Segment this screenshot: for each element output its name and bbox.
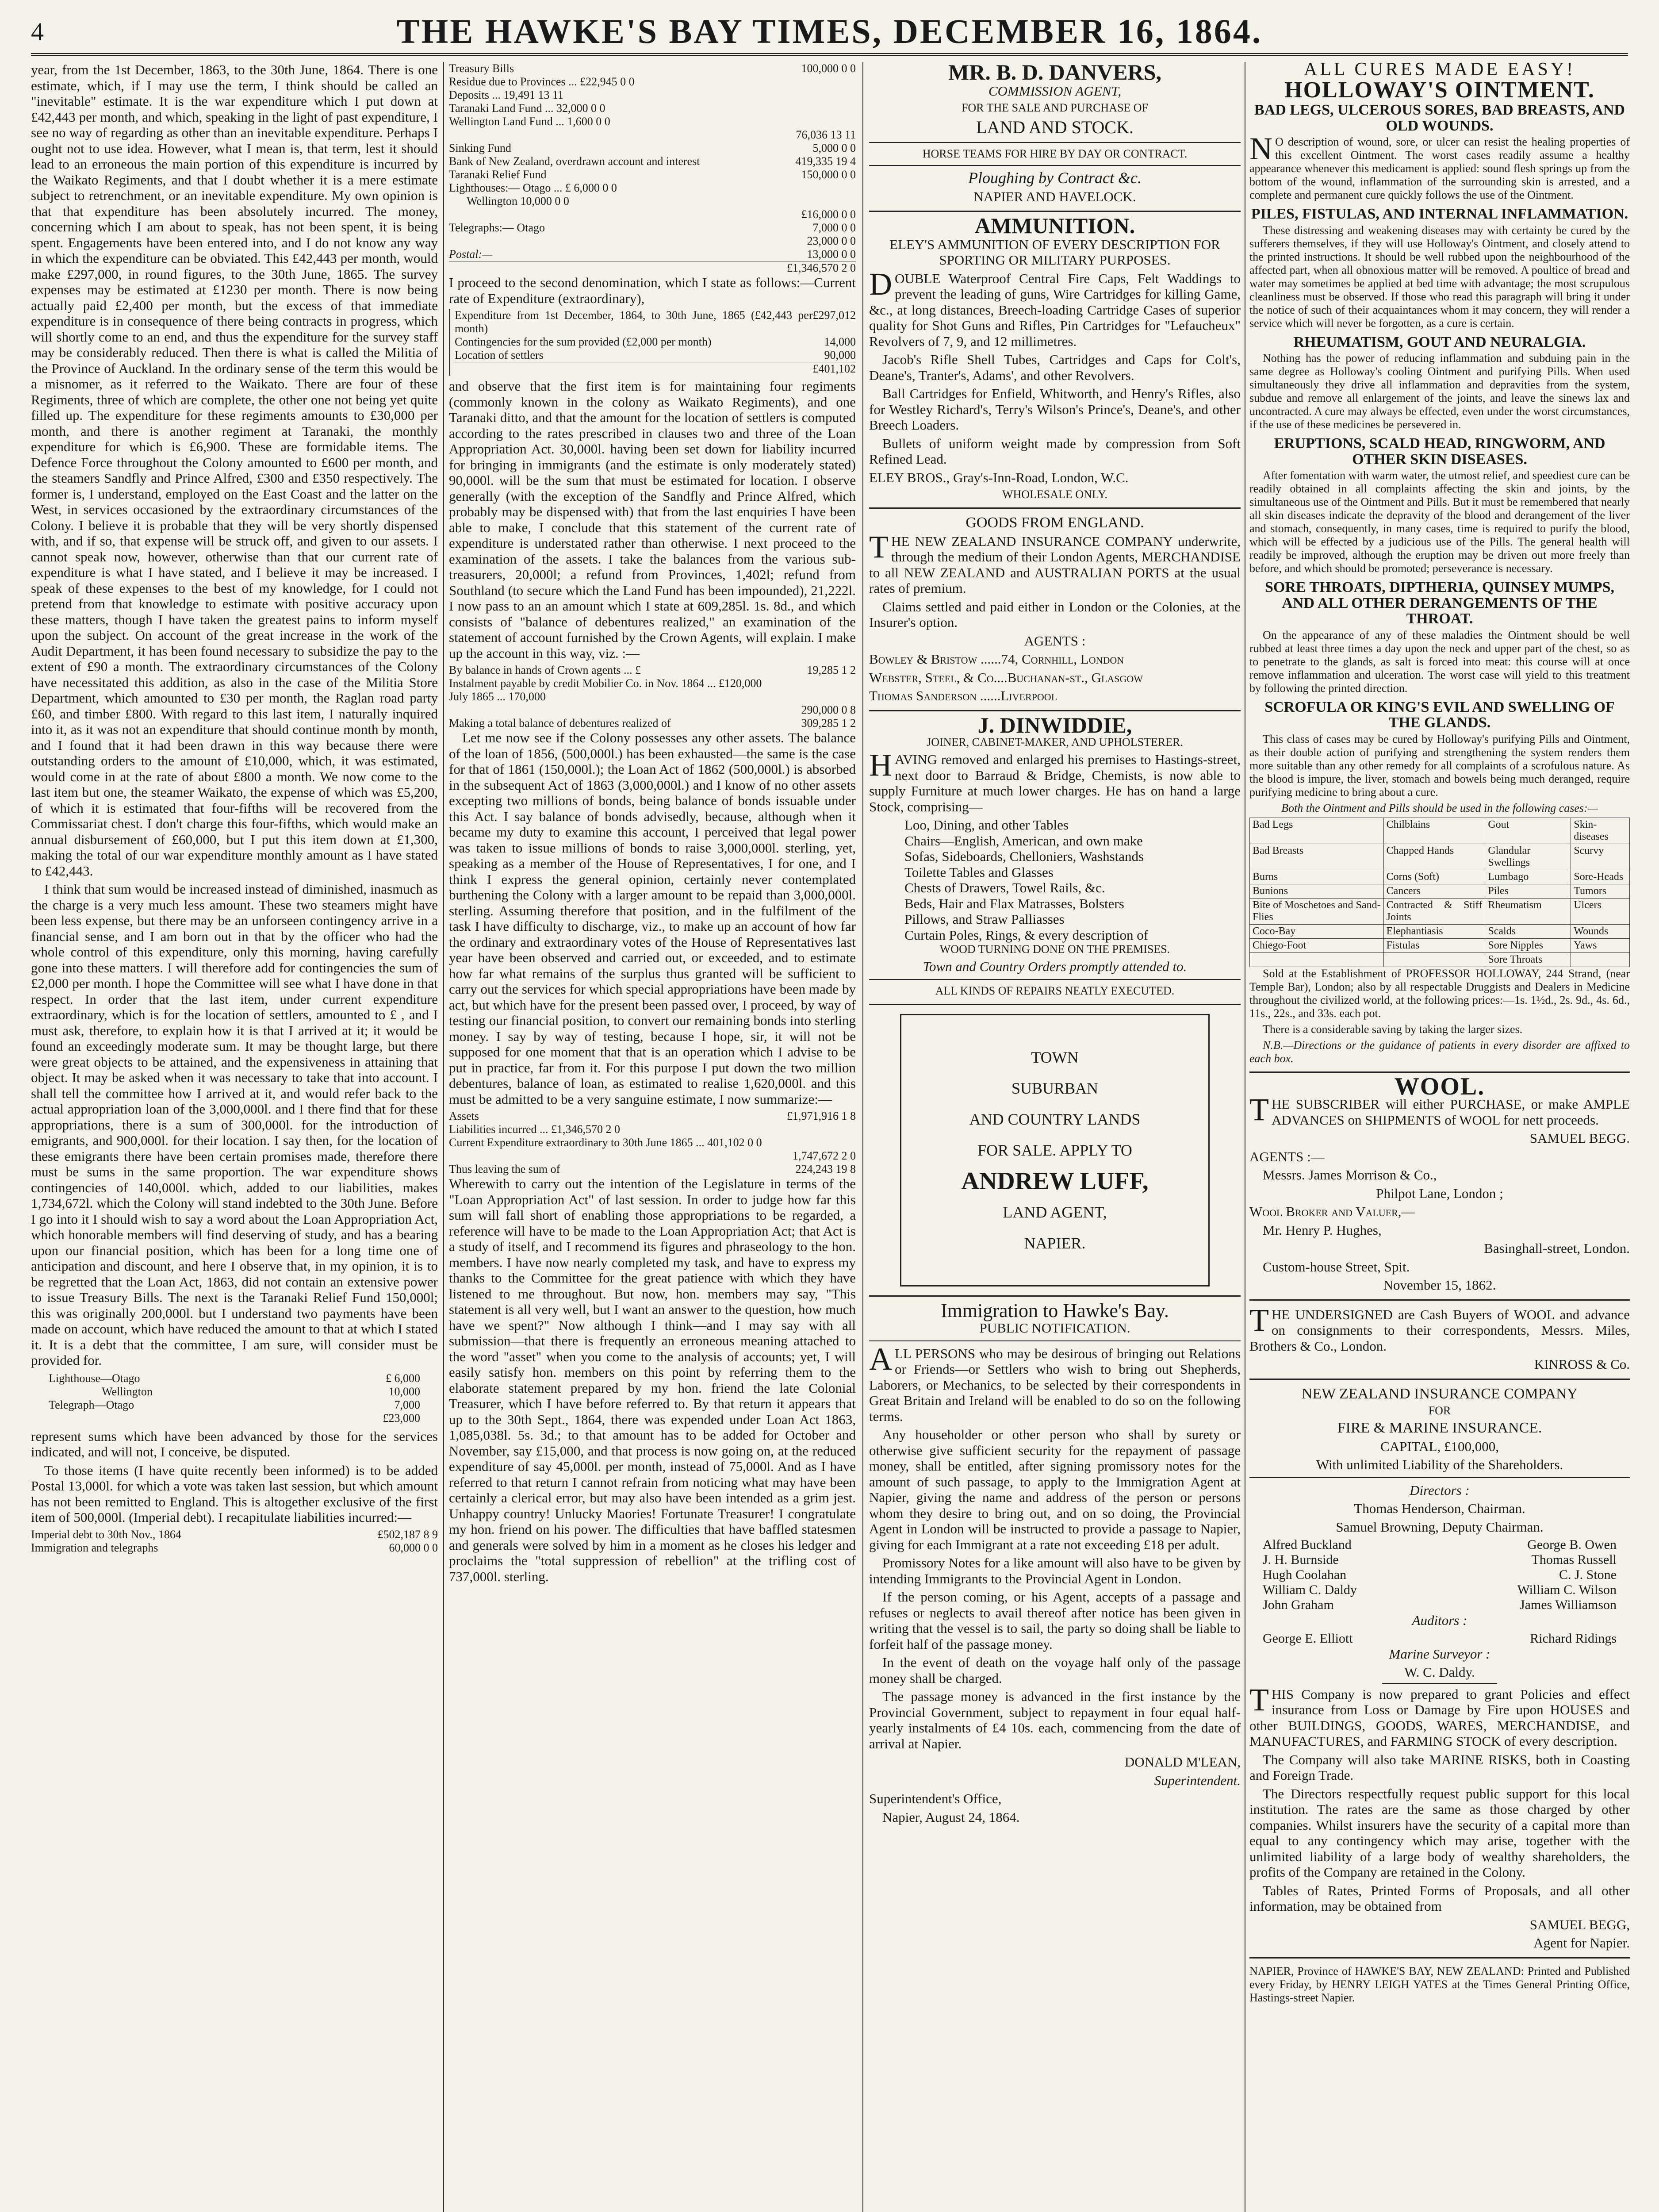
table-row: Location of settlers 90,000: [455, 349, 856, 361]
table-cell: [1383, 952, 1485, 967]
table-row: Residue due to Provinces ... £22,945 0 0: [449, 75, 635, 88]
advert-line: Auditors :: [1412, 1613, 1467, 1628]
advert-paragraph: HAVING removed and enlarged his premises to Hastings-street, next door to Barraud & Bridge, Chemists, is now able to supply Furniture at much lower charges. He has on hand a large Stock, comprising—: [869, 747, 1241, 814]
newspaper-title: THE HAWKE'S BAY TIMES, DECEMBER 16, 1864.: [396, 12, 1263, 50]
table-row: 290,000 0 8: [801, 703, 856, 716]
advert-subheading: PUBLIC NOTIFICATION.: [979, 1320, 1130, 1336]
list-item: Hugh Coolahan C. J. Stone: [1263, 1567, 1617, 1582]
table-row: 23,000 0 0: [807, 234, 856, 247]
table-row: [1250, 938, 1630, 952]
advert-line: Mr. Henry P. Hughes,: [1263, 1222, 1382, 1238]
table-row: [1250, 818, 1630, 844]
list-item: Sofas, Sideboards, Chelloniers, Washstands: [904, 849, 1144, 864]
ammunition-advert: [869, 213, 1241, 501]
advert-heading: GOODS FROM ENGLAND.: [966, 515, 1144, 531]
advert-line: W. C. Daldy.: [1404, 1664, 1475, 1680]
table-row: July 1865 ... 170,000: [449, 690, 546, 703]
advert-line: LAND AGENT,: [1003, 1203, 1107, 1221]
table-row: Telegraphs:— Otago 7,000 0 0: [449, 221, 856, 234]
advert-line: NAPIER.: [1024, 1234, 1086, 1252]
advert-paragraph: On the appearance of any of these maladies the Ointment should be well rubbed at least three times a day upon the neck and upper part of the chest, so as to penetrate to the glands, as salt is forced into meat: this course will at once remove inflammation and ulceration. The worst case will yield to this treatment by following the printed direction.: [1249, 628, 1630, 695]
advert-line: Marine Surveyor :: [1389, 1646, 1490, 1662]
advert-heading: Immigration to Hawke's Bay.: [941, 1299, 1169, 1321]
table-cell: Corns (Soft): [1383, 870, 1485, 884]
advert-line: Superintendent's Office,: [869, 1791, 1002, 1806]
advert-heading: AMMUNITION.: [974, 213, 1135, 238]
table-row: [1250, 898, 1630, 924]
advert-subheading: PILES, FISTULAS, AND INTERNAL INFLAMMATION.: [1251, 206, 1628, 222]
speech-paragraph: To those items (I have quite recently been informed) is to be added Postal 13,000l. for which a vote was taken last session, but which amount has not been remitted to England. This is altogether exclusive of the first item of 500,000l. (Imperial debt). I recapitulate liabilities incurred:—: [31, 1462, 438, 1525]
advert-line: AND COUNTRY LANDS: [969, 1110, 1141, 1128]
advert-line: Samuel Browning, Deputy Chairman.: [1336, 1519, 1544, 1535]
advert-line: Ploughing by Contract &c.: [968, 169, 1142, 187]
list-item: Chests of Drawers, Towel Rails, &c.: [904, 880, 1105, 895]
speech-paragraph: year, from the 1st December, 1863, to the 30th June, 1864. There is one estimate, which, if I may use the term, I think should be called an "inevitable" estimate. It is the war expenditure which I put down at £42,443 per month, and which, speaking in the light of past expenditure, I see no way of regarding as other than an inevitable expenditure. Perhaps I ought not to use idea. However, what I mean is, that term, lest it should lead to an erroneous the main portion of this expenditure is incurred by the Waikato Regiments, and that I doubt whether it is a mere estimate subject to retrenchment, or an inevitable expenditure. My own opinion is that that expenditure has been absolutely incurred. The money, concerning which I am about to speak, has not been spent, it is being spent. Engagements have been entered into, and I do not know any way in which the expenditure can be obviated. This £42,443 per month, would make £297,000, in round figures, to the 30th June, 1865. The survey expenses may be estimated at £1230 per month. There is now being actually paid £2,400 per month, but the excess of that immediate expenditure is in consequence of there being contracts in progress, which will shortly come to an end, and thus the expenditure for the survey staff may be considerably reduced. Then there is what is called the Militia of the Province of Auckland. In the ordinary sense of the term this would be a misnomer, as it referred to the Waikato. There are four of these Regiments, three of which are complete, the other one not being yet quite filled up. The expenditure for these regiments amounts to £30,000 per month, and there is another regiment at Taranaki, the monthly expenditure for which is £6,900. These are formidable items. The Defence Force throughout the Colony amounted to £600 per month, and the steamers Sandfly and Prince Alfred, £300 and £350 respectively. The former is, I understand, employed on the East Coast and the latter on the West, in services occasioned by the extraordinary circumstances of the Colony. I believe it is probable that they will be very shortly dispensed with, and if so, that expense will be struck off, and given to our assets. I cannot speak now, however, otherwise than that our current rate of expenditure is what I have stated, and I believe it may be increased. I speak of these expenses to the best of my knowledge, for I could not pretend from that knowledge to estimate with positive accuracy upon these matters, though I have taken the greatest pains to inform myself upon the subject. On account of the great increase in the work of the Audit Department, it has been found necessary to subsidize the pay to the extent of £90 a month. The extraordinary circumstances of the Colony have necessitated this addition, as also in the case of the Militia Store Department, which amounted to £30 per month, the Raglan road party £60, and timber £800. With regard to this last item, I naturally inquired into it, as it was not an expenditure that should continue month by month, and I found that it had been drawn in this way because there were outstanding orders to the amount of £10,000, which, it was estimated, would come in at the rate of about £800 a month. We now come to the last item but one, the steamer Waikato, the expense of which was £5,200, of which it is estimated that four-fifths will be recovered from the Commissariat chest. I don't charge this four-fifths, which would make an annual disbursement of £60,000, but I put this item down at £1,300, making the total of our war expenditure monthly amount as I have stated to £42,443.: [31, 62, 438, 879]
ailments-table: [1249, 818, 1630, 967]
table-row: Taranaki Relief Fund 150,000 0 0: [449, 168, 856, 181]
advert-subheading: SORE THROATS, DIPTHERIA, QUINSEY MUMPS, AND ALL OTHER DERANGEMENTS OF THE THROAT.: [1265, 579, 1614, 627]
advert-line: LAND AND STOCK.: [976, 117, 1134, 137]
advert-line: HORSE TEAMS FOR HIRE BY DAY OR CONTRACT.: [922, 147, 1188, 160]
speech-paragraph: Wherewith to carry out the intention of the Legislature in terms of the "Loan Appropriation Act" of last session. In order to judge how far this sum will fall short of enabling those appropriations to be regarded, a reference will have to be made to the Loan Appropriation Act; that Act is a study of itself, and I recommend its figures and phraseology to the hon. members. I have now nearly completed my task, and have to express my thanks to the Committee for the great patience with which they have listened to me throughout. But now, hon. members may say, "This statement is all very well, but I want an answer to the question, how much have we spent?" Now although I think—and I may say with all submission—that there is frequently an erroneous meaning attached to the word "asset" when you come to the analysis of accounts; yet, I will easily satisfy hon. members on this point by referring them to the elaborate statement prepared by my hon. friend the late Colonial Treasurer, which I have before referred to. By that return it appears that up to the 30th Sept., 1864, there was expended under Loan Act 1863, 1,085,038l. 5s. 3d.; to that amount has to be added for October and November, say £15,000, and that process is now going on, at the reduced expenditure of say 45,000l. per month, instead of 75,000l. And as I have referred to that return I cannot refrain from noticing what may have been certainly a clerical error, but may also have been intended as a grim jest. Unhappy country! Unlucky Maories! Fortunate Treasurer! I congratulate my hon. friend on his power. The difficulties that have baffled statesmen and generals were solved by him in a moment as he closes his ledger and proclaims the "total suppression of rebellion" at the trifling cost of 737,000l. sterling.: [449, 1176, 856, 1584]
table-row: £1,346,570 2 0: [449, 261, 856, 275]
table-row: Sinking Fund 5,000 0 0: [449, 142, 856, 154]
liabilities-table: [449, 62, 856, 275]
notice-paragraph: Promissory Notes for a like amount will also have to be given by intending Immigrants to the Provincial Agent in London.: [869, 1555, 1241, 1586]
table-row: Thus leaving the sum of 224,243 19 8: [449, 1163, 856, 1175]
table-row: Expenditure from 1st December, 1864, to 30th June, 1865 (£42,443 per month) £297,012: [455, 309, 856, 335]
notice-paragraph: In the event of death on the voyage half only of the passage money shall be charged.: [869, 1655, 1241, 1686]
signature: KINROSS & Co.: [1534, 1356, 1630, 1372]
holloway-brand: HOLLOWAY'S OINTMENT.: [1284, 77, 1595, 103]
advert-address: ELEY BROS., Gray's-Inn-Road, London, W.C.: [869, 469, 1129, 485]
list-item: Chairs—English, American, and own make: [904, 833, 1143, 849]
table-cell: Wounds: [1571, 924, 1630, 938]
advert-line: November 15, 1862.: [1383, 1277, 1496, 1293]
column-2-speech: [449, 62, 856, 2212]
wool-advert-begg: [1249, 1072, 1630, 1293]
wool-advert-kinross: [1249, 1302, 1630, 1372]
advert-subheading: ELEY'S AMMUNITION OF EVERY DESCRIPTION FOR SPORTING OR MILITARY PURPOSES.: [889, 236, 1220, 268]
table-cell: Burns: [1250, 870, 1384, 884]
directors-list: [1249, 1537, 1630, 1613]
advert-paragraph: Claims settled and paid either in London or the Colonies, at the Insurer's option.: [869, 599, 1241, 630]
table-row: Making a total balance of debentures realized of 309,285 1 2: [449, 717, 856, 730]
column-1-speech: [31, 62, 438, 2212]
expenditure-table: [449, 309, 856, 376]
table-cell: Bunions: [1250, 884, 1384, 898]
immigration-notice: [869, 1299, 1241, 1825]
table-cell: Skin-diseases: [1571, 818, 1630, 844]
advert-paragraph: Jacob's Rifle Shell Tubes, Cartridges and Caps for Colt's, Deane's, Tranter's, Adams', and other Revolvers.: [869, 352, 1241, 383]
advert-heading: MR. B. D. DANVERS,: [948, 62, 1161, 84]
advert-paragraph: Sold at the Establishment of PROFESSOR HOLLOWAY, 244 Strand, (near Temple Bar), London; also by all respectable Druggists and Dealers in Medicine throughout the civilized world, at the following prices:—1s. 1½d., 2s. 9d., 4s. 6d., 11s., 22s., and 33s. each pot.: [1249, 967, 1630, 1020]
table-row: Contingencies for the sum provided (£2,000 per month) 14,000: [455, 335, 856, 348]
table-row: Wellington 10,000: [102, 1385, 420, 1398]
page-number: 4: [31, 17, 44, 46]
table-row: [1250, 870, 1630, 884]
advert-paragraph: DOUBLE Waterproof Central Fire Caps, Felt Waddings to prevent the leading of guns, Wire Cartridges for killing Game, &c., at long distances, Breech-loading Cartridge Cases of superior quality for Shot Guns and Rifles, Pin Cartridges for "Lefaucheux" Revolvers of 7, 9, and 12 millimetres.: [869, 266, 1241, 349]
table-cell: Piles: [1485, 884, 1571, 898]
printer-imprint: NAPIER, Province of HAWKE'S BAY, NEW ZEALAND: Printed and Published every Friday, by HENRY LEIGH YATES at the Times General Printing Office, Hastings-street Napier.: [1249, 1964, 1630, 2004]
advert-line: Custom-house Street, Spit.: [1263, 1259, 1410, 1275]
danvers-advert: [869, 62, 1241, 204]
speech-paragraph: Let me now see if the Colony possesses any other assets. The balance of the loan of 1856, (500,000l.) has been exhausted—the same is the case for that of 1861 (150,000l.); the Loan Act of 1862 (500,000l.) is absorbed in the subsequent Act of 1863 (3,000,000l.) and I know of no other assets excepting two millions of bonds, being balance of bonds issuable under this Act. I say balance of bonds advisedly, because, although when it became my duty to examine this account, I perceived that legal power was taken to issue millions of bonds to raise 3,000,000l. sterling, yet, speaking as a member of the House of Representatives, I for one, and I think I express the general opinion, certainly never contemplated burthening the Colony with a larger amount to be repaid than 3,000,000l. sterling. Assuming therefore that position, and in the fulfilment of the task I have difficulty to discharge, viz., to make up an account of how far the ordinary and extraordinary votes of the House of Representatives last year have been observed and carried out, or exceeded, and to estimate how far what remains of the surplus thus granted will be sufficient to carry out the services for which special appropriations have been made by act, but which have for the present been passed over, I proceed, by way of testing our financial position, to convert our remaining bonds into sterling money. I say by way of testing, because I hope, sir, it will not be supposed for one moment that that is an operation which I advise to be put in practice, far from it. For this purpose I put down the two million debentures, balance of loan, as estimated to realise 1,620,000l. and this must be admitted to be a very sanguine estimate, I now summarize:—: [449, 730, 856, 1107]
advert-line: Thomas Henderson, Chairman.: [1354, 1501, 1525, 1516]
advert-paragraph: These distressing and weakening diseases may with certainty be cured by the sufferers themselves, if they will use Holloway's Ointment, and closely attend to the printed instructions. It should be well rubbed upon the neighbourhood of the affected part, when all obnoxious matter will be removed. A poultice of bread and water may sometimes be applied at bed time with advantage; the most scrupulous cleanliness must be observed. If those who read this paragraph will bring it under the notice of such of their acquaintances whom it may concern, they will render a service which will never be forgotten, as a cure is certain.: [1249, 223, 1630, 330]
advert-subheading: RHEUMATISM, GOUT AND NEURALGIA.: [1293, 334, 1586, 350]
table-cell: Bad Legs: [1250, 818, 1384, 844]
column-rule: [443, 62, 444, 2212]
list-item: J. H. Burnside Thomas Russell: [1263, 1552, 1617, 1567]
table-cell: Bad Breasts: [1250, 844, 1384, 870]
table-row: Treasury Bills 100,000 0 0: [449, 62, 856, 75]
advert-subheading: BAD LEGS, ULCEROUS SORES, BAD BREASTS, AND OLD WOUNDS.: [1254, 102, 1625, 134]
debentures-table: [449, 664, 856, 730]
advert-line: Messrs. James Morrison & Co.,: [1263, 1167, 1437, 1183]
advert-paragraph: THE UNDERSIGNED are Cash Buyers of WOOL and advance on consignments to their correspondents, Messrs. Miles, Brothers & Co., London.: [1249, 1302, 1630, 1354]
nz-insurance-advert: [1249, 1386, 1630, 1951]
signature-role: Superintendent.: [1154, 1772, 1241, 1788]
speech-paragraph: I proceed to the second denomination, which I state as follows:—Current rate of Expenditure (extraordinary),: [449, 275, 856, 306]
luff-land-advert: [900, 1014, 1210, 1286]
table-row: Liabilities incurred ... £1,346,570 2 0: [449, 1123, 621, 1136]
lighthouse-table: [49, 1372, 420, 1425]
advert-line: Wool Broker and Valuer,—: [1249, 1204, 1415, 1219]
advert-line: Webster, Steel, & Co....Buchanan-st., Glasgow: [869, 669, 1143, 685]
stock-list: [869, 817, 1241, 943]
advert-line: Philpot Lane, London ;: [1376, 1185, 1503, 1201]
advert-paragraph: N.B.—Directions or the guidance of patients in every disorder are affixed to each box.: [1249, 1038, 1630, 1065]
column-rule: [862, 62, 863, 2212]
advert-line: Town and Country Orders promptly attended to.: [923, 959, 1187, 974]
table-row: Bank of New Zealand, overdrawn account and interest 419,335 19 4: [449, 155, 856, 168]
table-row: Lighthouses:— Otago ... £ 6,000 0 0: [449, 181, 617, 194]
table-row: 1,747,672 2 0: [793, 1149, 856, 1162]
advert-line: Both the Ointment and Pills should be used in the following cases:—: [1281, 801, 1598, 814]
table-row: Assets £1,971,916 1 8: [449, 1110, 856, 1122]
table-row: [1250, 884, 1630, 898]
advert-paragraph: The Directors respectfully request public support for this local institution. The rates are the same as those charged by other companies. Whilst insurers have the security of a capital more than equal to any contingency which may arise, together with the unlimited liability of a large body of wealthy shareholders, the profits of the Company are retained in the Colony.: [1249, 1786, 1630, 1880]
advert-paragraph: Tables of Rates, Printed Forms of Proposals, and all other information, may be obtained from: [1249, 1882, 1630, 1914]
dinwiddie-advert: [869, 712, 1241, 998]
advert-line: FOR: [1428, 1404, 1451, 1417]
table-cell: Chilblains: [1383, 818, 1485, 844]
notice-paragraph: ALL PERSONS who may be desirous of bringing out Relations or Friends—or Settlers who wish to bring out Shepherds, Laborers, or Mechanics, to be selected by their correspondents in Great Britain and Ireland will be enabled to do so on the following terms.: [869, 1341, 1241, 1424]
table-cell: [1250, 952, 1384, 967]
advert-paragraph: THE SUBSCRIBER will either PURCHASE, or make AMPLE ADVANCES on SHIPMENTS of WOOL for nett proceeds.: [1249, 1092, 1630, 1128]
list-item: Alfred Buckland George B. Owen: [1263, 1537, 1617, 1552]
table-row: £16,000 0 0: [801, 208, 856, 221]
table-row: [1250, 844, 1630, 870]
advert-line: COMMISSION AGENT,: [988, 83, 1122, 99]
signature: DONALD M'LEAN,: [1124, 1754, 1241, 1770]
advert-paragraph: The Company will also take MARINE RISKS, both in Coasting and Foreign Trade.: [1249, 1751, 1630, 1783]
advert-paragraph: NO description of wound, sore, or ulcer can resist the healing properties of this excellent Ointment. The worst cases readily assume a healthy appearance whenever this medicament is applied: sound flesh springs up from the bottom of the wound, inflammation of the surrounding skin is arrested, and a complete and permanent cure quickly follows the use of the Ointment.: [1249, 131, 1630, 201]
advert-line: FIRE & MARINE INSURANCE.: [1337, 1420, 1542, 1436]
table-row: Wellington 10,000 0 0: [467, 195, 569, 207]
advert-line: NAPIER AND HAVELOCK.: [973, 188, 1136, 204]
list-item: William C. Daldy William C. Wilson: [1263, 1582, 1617, 1597]
table-row: [1250, 952, 1630, 967]
speech-paragraph: I think that sum would be increased instead of diminished, inasmuch as the charge is a very much less amount. These two steamers might have been less expense, but there may be an unforseen contingency arrive in a financial sense, and I am born out in that by the officer who had the whole control of this expenditure, only this morning, having carefully gone into these matters. I will therefore add for contingencies the sum of £2,000 per month. I hope the Committee will see what I have done in that respect. In order that the last item, under current expenditure extraordinary, which is for the location of settlers, amounted to £ , and I must ask, therefore, to explain how it is that I arrived at it; it would be found an exceedingly moderate sum. It may be thought large, but there were great objects to be attained, and the expensiveness in attaining that object. It may be asked when it was necessary to take that into account. I shall tell the committee how I arrived at it, and would refer back to the actual appropriation loan of the 3,000,000l. and I there find that for these appropriations, there is a sum of 300,000l. for the introduction of emigrants, and 900,000l. for their location. I say then, for the location of these emigrants there have been certain promises made, therefore there must be sums in the same proportion. The war expenditure shows contingencies of 140,000l. which, added to our liabilities, makes 1,734,672l. which the Colony will stand indebted to the 30th June. Before I go into it I should wish to say a word about the Loan Appropriation Act, which honorable members will find deserving of study, and has a bearing upon our financial position, which has been for a long time one of anticipation and discount, and here I observe that, in my opinion, it is to be regretted that the Loan Act, 1863, did not contain an extensive power to issue Treasury Bills. The next is the Taranaki Relief Fund 150,000l; this was originally 200,000l. but I understand two payments have been made on account, which have reduced the amount to that at which I stated it. It is a debt that the committee, I am sure, will consider must be provided for.: [31, 881, 438, 1368]
table-row: Immigration and telegraphs 60,000 0 0: [31, 1541, 438, 1554]
advert-paragraph: Nothing has the power of reducing inflammation and subduing pain in the same degree as Holloway's cooling Ointment and purifying Pills. When used simultaneously they drive all inflammation and depravities from the system, subdue and remove all enlargement of the joints, and leave the sinews lax and uncontracted. A cure may always be effected, even under the worst circumstances, if the use of these medicines be persevered in.: [1249, 352, 1630, 431]
table-cell: Scurvy: [1571, 844, 1630, 870]
list-item: Beds, Hair and Flax Matrasses, Bolsters: [904, 895, 1124, 911]
column-4-advertisements: [1249, 62, 1630, 2212]
table-row: Deposits ... 19,491 13 11: [449, 88, 564, 101]
table-row: Instalment payable by credit Mobilier Co. in Nov. 1864 ... £120,000: [449, 677, 762, 690]
table-cell: Scalds: [1485, 924, 1571, 938]
advert-line: Thomas Sanderson ......Liverpool: [869, 688, 1057, 703]
table-row: Imperial debt to 30th Nov., 1864 £502,187 8 9: [31, 1528, 438, 1541]
advert-paragraph: Ball Cartridges for Enfield, Whitworth, and Henry's Rifles, also for Westley Richard's, Terry's Wilson's Prince's, Deane's, and other Breech Loaders.: [869, 386, 1241, 433]
table-row: £23,000: [383, 1411, 420, 1425]
advert-line: WHOLESALE ONLY.: [1002, 488, 1108, 501]
list-item: Loo, Dining, and other Tables: [904, 817, 1069, 833]
table-row: 76,036 13 11: [796, 128, 856, 141]
advert-line: Napier, August 24, 1864.: [882, 1809, 1020, 1825]
advert-subheading: SCROFULA OR KING'S EVIL AND SWELLING OF THE GLANDS.: [1264, 699, 1615, 731]
table-cell: Chiego-Foot: [1250, 938, 1384, 952]
table-cell: Ulcers: [1571, 898, 1630, 924]
advert-line: ALL KINDS OF REPAIRS NEATLY EXECUTED.: [935, 984, 1175, 997]
advert-paragraph: THIS Company is now prepared to grant Policies and effect insurance from Loss or Damage by Fire upon HOUSES and other BUILDINGS, GOODS, WARES, MERCHANDISE, and MANUFACTURES, and FARMING STOCK of every description.: [1249, 1682, 1630, 1749]
table-row: Lighthouse—Otago £ 6,000: [49, 1371, 420, 1385]
table-cell: [1571, 952, 1630, 967]
list-item: John Graham James Williamson: [1263, 1598, 1617, 1612]
assets-summary-table: [449, 1110, 856, 1176]
table-row: Current Expenditure extraordinary to 30th June 1865 ... 401,102 0 0: [449, 1136, 762, 1149]
notice-paragraph: If the person coming, or his Agent, accepts of a passage and refuses or neglects to avail thereof after notice has been given in writing that the vessel is to sail, the party so doing shall be liable to forfeit half of the passage money.: [869, 1589, 1241, 1652]
advert-paragraph: THE NEW ZEALAND INSURANCE COMPANY underwrite, through the medium of their London Agents, MERCHANDISE to all NEW ZEALAND and AUSTRALIAN PORTS at the usual rates of premium.: [869, 529, 1241, 596]
advert-line: Basinghall-street, London.: [1484, 1240, 1630, 1256]
speech-paragraph: represent sums which have been advanced by those for the services indicated, and will not, I conceive, be disputed.: [31, 1428, 438, 1459]
advert-line: CAPITAL, £100,000,: [1380, 1438, 1499, 1454]
table-cell: Rheumatism: [1485, 898, 1571, 924]
table-row: Postal:— 13,000 0 0: [449, 248, 856, 261]
advert-paragraph: There is a considerable saving by taking the larger sizes.: [1263, 1022, 1523, 1036]
table-cell: Gout: [1485, 818, 1571, 844]
table-cell: Yaws: [1571, 938, 1630, 952]
table-row: £401,102: [455, 362, 856, 376]
advert-line: WOOD TURNING DONE ON THE PREMISES.: [939, 943, 1170, 956]
speech-paragraph: and observe that the first item is for maintaining four regiments (commonly known in the colony as Waikato Regiments), and one Taranaki ditto, and that the amount for the location of settlers is computed according to the rates prescribed in clauses two and three of the Loan Appropriation Act. 30,000l. having been set down for liability incurred for bringing in immigrants (and the estimate is only moderately stated) 90,000l. will be the sum that must be estimated for location. I observe generally (with the exception of the Sandfly and Prince Alfred, which probably may be dispensed with) that from the last enquiries I have been able to make, I conclude that this statement of the current rate of expenditure is understated rather than otherwise. I next proceed to the examination of the assets. I take the balances from the various sub-treasurers, 20,000l; a refund from Provinces, 1,402l; refund from Southland (to secure which the Land Fund has been impounded), 21,222l. I now pass to an an amount which I state at 609,285l. 1s. 8d., and which consists of "balance of debentures realized," an examination of the statement of account furnished by the Crown Agents, will explain. I make up the account in this way, viz. :—: [449, 378, 856, 661]
advert-heading: WOOL.: [1394, 1072, 1485, 1100]
advert-line: SUBURBAN: [1011, 1079, 1099, 1097]
advert-line: AGENTS :—: [1249, 1148, 1325, 1164]
goods-from-england-advert: [869, 515, 1241, 704]
notice-paragraph: The passage money is advanced in the first instance by the Provincial Government, subject to repayment in four equal half-yearly instalments of £4 10s. each, commencing from the date of arrival at Napier.: [869, 1689, 1241, 1751]
advert-paragraph: This class of cases may be cured by Holloway's purifying Pills and Ointment, as their double action of purifying and strengthening the system renders them more suitable than any other remedy for all complaints of a scrofulous nature. As the blood is impure, the liver, stomach and bowels being much deranged, require purifying medicine to bring about a cure.: [1249, 732, 1630, 799]
advert-line: AGENTS :: [1024, 633, 1086, 649]
advert-subheading: ERUPTIONS, SCALD HEAD, RINGWORM, AND OTHER SKIN DISEASES.: [1274, 435, 1605, 468]
advert-line: With unlimited Liability of the Shareholders.: [1316, 1457, 1563, 1472]
signature-role: Agent for Napier.: [1533, 1935, 1630, 1951]
table-cell: Cancers: [1383, 884, 1485, 898]
table-cell: Bite of Moschetoes and Sand-Flies: [1250, 898, 1384, 924]
table-row: Taranaki Land Fund ... 32,000 0 0: [449, 102, 605, 115]
signature: SAMUEL BEGG.: [1529, 1130, 1630, 1146]
table-cell: Fistulas: [1383, 938, 1485, 952]
masthead: [31, 9, 1628, 56]
notice-paragraph: Any householder or other person who shall by surety or otherwise give sufficient security for the repayment of passage money, shall be entitled, after signing promissory notes for the amount of such passage, to apply to the Immigration Agent at Napier, giving the name and address of the person or persons whom they desire to bring out, and on so doing, the Provincial Agent in London will be instructed to provide a passage to Napier, giving for each Immigrant at a rate not exceeding £18 per adult.: [869, 1427, 1241, 1552]
table-row: [1250, 924, 1630, 938]
table-row: By balance in hands of Crown agents ... £ 19,285 1 2: [449, 664, 856, 676]
advert-paragraph: After fomentation with warm water, the utmost relief, and speediest cure can be readily obtained in all complaints affecting the skin and joints, by the simultaneous use of the Ointment and Pills. But it must be remembered that nearly all skin diseases indicate the depravity of the blood and derangement of the liver and stomach, consequently, in many cases, time is required to purify the blood, which will be effected by a judicious use of the Pills. The general health will readily be improved, although the eruption may be driven out more freely than before, and which should be promoted; perseverance is necessary.: [1249, 469, 1630, 575]
advert-line: FOR SALE. APPLY TO: [977, 1141, 1132, 1159]
list-item: Curtain Poles, Rings, & every description of: [904, 927, 1149, 943]
table-cell: Glandular Swellings: [1485, 844, 1571, 870]
advert-line: TOWN: [1031, 1048, 1079, 1066]
list-item: Toilette Tables and Glasses: [904, 864, 1054, 880]
advert-heading: ANDREW LUFF,: [961, 1167, 1149, 1195]
column-3-advertisements: [869, 62, 1241, 2212]
list-item: Pillows, and Straw Palliasses: [904, 911, 1065, 927]
advert-line: ALL CURES MADE EASY!: [1303, 62, 1576, 80]
table-row: Telegraph—Otago 7,000: [49, 1398, 420, 1411]
table-cell: Sore Nipples: [1485, 938, 1571, 952]
advert-line: FOR THE SALE AND PURCHASE OF: [961, 101, 1149, 114]
table-cell: Coco-Bay: [1250, 924, 1384, 938]
table-cell: Lumbago: [1485, 870, 1571, 884]
table-cell: Elephantiasis: [1383, 924, 1485, 938]
table-row: Wellington Land Fund ... 1,600 0 0: [449, 115, 610, 128]
table-cell: Sore-Heads: [1571, 870, 1630, 884]
table-cell: Sore Throats: [1485, 952, 1571, 967]
signature: SAMUEL BEGG,: [1529, 1916, 1630, 1932]
liabilities-table: [31, 1528, 438, 1555]
advert-heading: J. DINWIDDIE,: [977, 712, 1132, 737]
advert-paragraph: Bullets of uniform weight made by compression from Soft Refined Lead.: [869, 435, 1241, 467]
advert-heading: NEW ZEALAND INSURANCE COMPANY: [1301, 1385, 1578, 1402]
advert-line: Bowley & Bristow ......74, Cornhill, London: [869, 651, 1124, 667]
auditors-list: George E. Elliott Richard Ridings: [1263, 1631, 1617, 1646]
advert-line: JOINER, CABINET-MAKER, AND UPHOLSTERER.: [927, 736, 1183, 749]
advert-line: Directors :: [1410, 1482, 1470, 1498]
table-cell: Contracted & Stiff Joints: [1383, 898, 1485, 924]
table-cell: Tumors: [1571, 884, 1630, 898]
holloway-advert: [1249, 62, 1630, 1065]
table-cell: Chapped Hands: [1383, 844, 1485, 870]
